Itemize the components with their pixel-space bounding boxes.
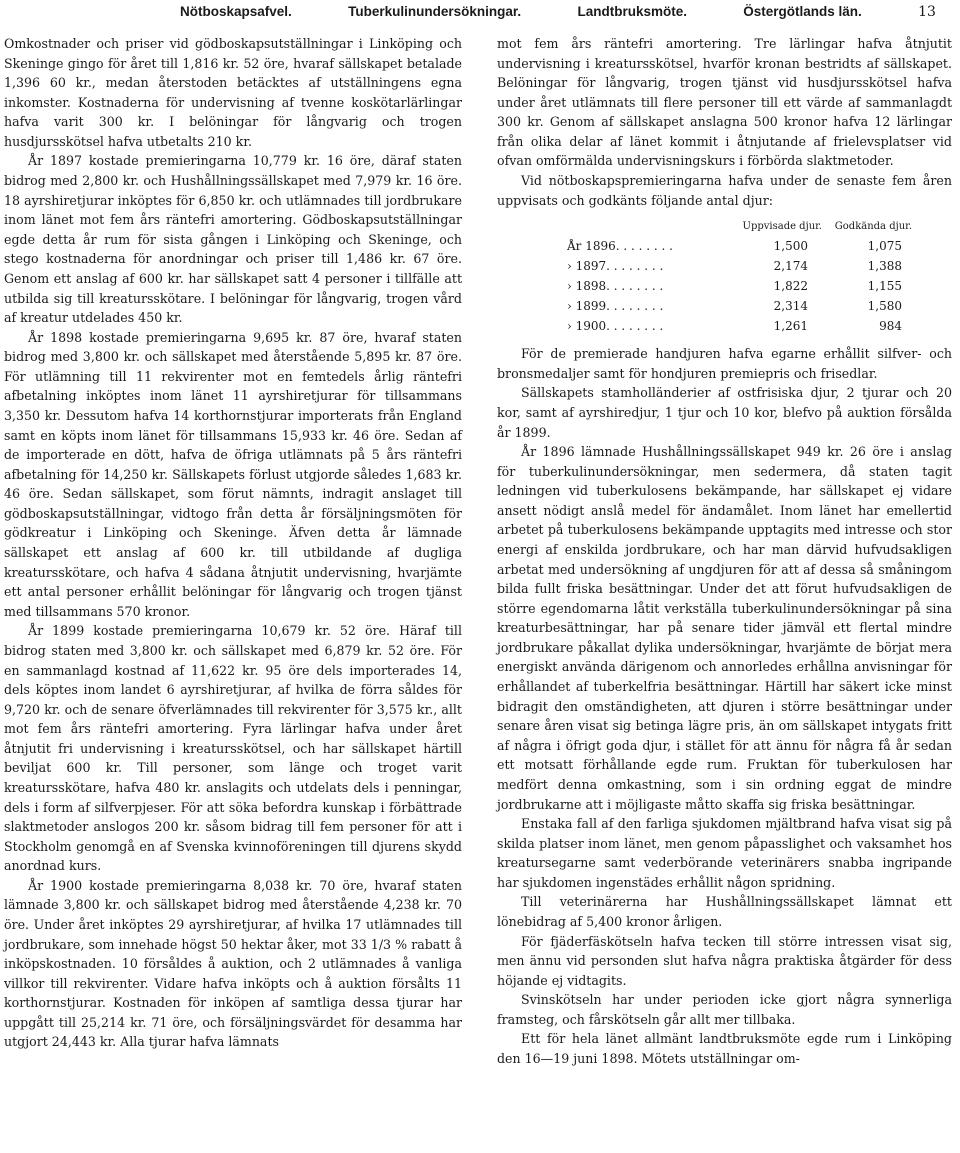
paragraph: Svinskötseln har under perioden icke gjort några synnerliga framsteg, och fårskötseln går allt mer tillbaka. — [497, 992, 952, 1027]
row-year: År 1896. . . . . . . . — [567, 239, 673, 254]
row-year: › 1897. . . . . . . . — [567, 259, 664, 274]
paragraph: För fjäderfäskötseln hafva tecken till större intressen visat sig, men ännu vid personden slut hafva några praktiska åtgärder för dess höjande ej vidtagits. — [497, 933, 952, 988]
paragraph: Sällskapets stamholländerier af ostfrisiska djur, 2 tjurar och 20 kor, samt af ayrshiredjur, 1 tjur och 10 kor, blefvo på auktion försålda år 1899. — [497, 385, 952, 440]
header-title-3: Landtbruksmöte. — [577, 4, 687, 19]
paragraph: mot fem års räntefri amortering. Tre lärlingar hafva åtnjutit undervisning i kreatursskötsel, hvarför kronan bestridts af sällskapet. Belöningar för långvarig, trogen tjänst vid husdjursskötsel hafva under året utlämnats till flere personer till ett värde af sammanlagdt 300 kr. Genom af sällskapet anslagna 500 kronor hafva 12 lärlingar från olika delar af länet kommit i åtnjutande af frielevsplatser vid ofvan omförmälda undervisningskurs i förbörda slaktmetoder. — [497, 36, 952, 169]
row-year: › 1899. . . . . . . . — [567, 299, 664, 314]
table-row — [497, 276, 952, 296]
header-title-2: Tuberkulinundersökningar. — [348, 4, 522, 19]
table-header — [497, 216, 952, 236]
row-shown: 2,174 — [773, 259, 808, 274]
column-header-approved: Godkända djur. — [834, 220, 912, 232]
row-approved: 1,580 — [867, 299, 902, 314]
paragraph: År 1898 kostade premieringarna 9,695 kr. 87 öre, hvaraf staten bidrog med 3,800 kr. och sällskapet med återstående 5,895 kr. 87 öre. För utlämning till 11 rekvirenter mot en femtedels årlig räntefri afbetalning inköptes inom länet 11 ayrshiretjurar för tillsammans 3,350 kr. Dessutom hafva 14 korthornstjurar importerats från England samt en köpts inom länet för tillsammans 15,933 kr. 46 öre. Sedan af de importerade en dött, hafva de öfriga utlämnats på 5 års räntefri afbetalning för 14,250 kr. Sällskapets förlust utgjorde således 1,683 kr. 46 öre. Sedan sällskapet, som förut nämnts, indragit anslaget till gödboskapsutställningar, vidtogo från detta år försäljningsmöten för gödkreatur i Linköping och Skeninge. Äfven detta år lämnade sällskapet ett anslag af 600 kr. till utbildande af dugliga kreatursskötare, och hafva 4 sådana åtnjutit undervisning, hvarjämte ett antal personer erhållit belöningar för långvarig och trogen tjänst med tillsammans 570 kronor. — [4, 329, 462, 619]
paragraph: År 1897 kostade premieringarna 10,779 kr. 16 öre, däraf staten bidrog med 2,800 kr. och Hushållningssällskapet med 7,979 kr. 16 öre. 18 ayrshiretjurar inköptes för 6,850 kr. och utlämnades till jordbrukare inom länet mot fem års räntefri amortering. Gödboskapsutställningar egde detta år rum för sista gången i Linköping och Skeninge, och stego kostnaderna för anordningar och priser till 1,486 kr. 67 öre. Genom ett anslag af 600 kr. har sällskapet satt 4 personer i tillfälle att utbilda sig till kreatursskötare. I belöningar för långvarig, trogen vård af kreatur utdelades 450 kr. — [4, 153, 462, 326]
paragraph: År 1900 kostade premieringarna 8,038 kr. 70 öre, hvaraf staten lämnade 3,800 kr. och sällskapet bidrog med återstående 4,238 kr. 70 öre. Under året inköptes 29 ayrshiretjurar, af hvilka 17 utlämnades till jordbrukare, som innehade högst 50 hektar åker, mot 33 1/3 % rabatt å inköpskostnaden. 10 försåldes å auktion, och 2 utlämnades å vanliga villkor till rekvirenter. Vidare hafva inköpts och å auktion försålts 11 korthornstjurar. Kostnaden för inköpen af samtliga dessa tjurar har uppgått till 25,214 kr. 71 öre, och försäljningsvärdet för desamma har utgjort 24,443 kr. Alla tjurar hafva lämnats — [4, 877, 462, 1050]
row-year: › 1900. . . . . . . . — [567, 319, 664, 334]
paragraph: Enstaka fall af den farliga sjukdomen mjältbrand hafva visat sig på skilda platser inom länet, men genom påpasslighet och vaksamhet hos kreatursegarne samt vederbörande veterinärers snabba ingripande har sjukdomen ingenstädes erhållit någon spridning. — [497, 816, 952, 890]
row-shown: 1,500 — [773, 239, 808, 254]
paragraph: Ett för hela länet allmänt landtbruksmöte egde rum i Linköping den 16—19 juni 1898. Mötets utställningar om- — [497, 1031, 952, 1067]
paragraph: Till veterinärerna har Hushållningssällskapet lämnat ett lönebidrag af 5,400 kronor årligen. — [497, 894, 952, 929]
right-column — [497, 34, 952, 1069]
left-column — [4, 34, 462, 1069]
table-row — [497, 236, 952, 256]
header-region: Östergötlands län. — [743, 4, 862, 19]
column-header-shown: Uppvisade djur. — [742, 220, 822, 232]
paragraph: År 1899 kostade premieringarna 10,679 kr. 52 öre. Häraf till bidrog staten med 3,800 kr. och sällskapet med 6,879 kr. 52 öre. För en sammanlagd kostnad af 11,622 kr. 95 öre dels importerades 14, dels köptes inom landet 6 ayrshiretjurar, af hvilka de förra såldes för 9,720 kr. och de senare öfverlämnades till rekvirenter för 3,575 kr., allt mot fem års räntefri amortering. Fyra lärlingar hafva under året åtnjutit fri undervisning i kreatursskötsel, och har sällskapet härtill beviljat 600 kr. Till personer, som länge och troget varit kreatursskötare, hafva 480 kr. anslagits och utdelats dels i penningar, dels i form af silfverpjeser. För att söka befordra kunskap i förbättrade slaktmetoder anslogos 200 kr. såsom bidrag till fem personer för att i Stockholm genomgå en af Svenska kvinnoföreningen till djurens skydd anordnad kurs. — [4, 623, 462, 874]
paragraph: Omkostnader och priser vid gödboskapsutställningar i Linköping och Skeninge gingo för året till 1,816 kr. 52 öre, hvaraf sällskapet betalade 1,396 60 kr., medan återstoden betäcktes af utställningens egna inkomster. Kostnaderna för undervisning af tvenne koskötarlärlingar hafva varit 300 kr. I belöningar för långvarig och trogen husdjursskötsel hafva utbetalts 210 kr. — [4, 36, 462, 149]
row-approved: 1,388 — [867, 259, 902, 274]
animals-table — [497, 216, 952, 336]
paragraph: År 1896 lämnade Hushållningssällskapet 949 kr. 26 öre i anslag för tuberkulinundersökningar, men sedermera, då staten tagit ledningen vid tuberkulosens bekämpande, har sällskapet ej vidare ansett nödigt anslå medel för ändamålet. Inom länet har emellertid arbetet på tuberkulosens bekämpande upptagits med intresse och stor energi af enskilda jordbrukare, och har man därvid hufvudsakligen arbetat med undersökning af ungdjuren för att af dessa så småningom bilda fullt friska besättningar. Under det att förut hufvudsakligen de större egendomarna låtit verkställa tuberkulinundersökningar på sina kreaturbesättningar, har på senare tider jämväl ett flertal mindre jordbrukare påkallat dylika undersökningar, hvarjämte de börjat mera energiskt använda därigenom och annorledes erhållna anvisningar för erhållandet af tuberkelfria besättningar. Härtill har säkert icke minst bidragit den omständigheten, att djuren i större besättningar under senare åren visat sig betinga lägre pris, än om sällskapet intygats fritt af några i öfrigt goda djur, i stället för att ännu för några få år sedan ett motsatt förhållande egde rum. Fruktan för tuberkulosen har medfört denna omkastning, som i sin ordning eggat de mindre jordbrukarne att i möjligaste måtto skaffa sig friska besättningar. — [497, 444, 952, 812]
row-shown: 1,822 — [773, 279, 808, 294]
table-row — [497, 256, 952, 276]
row-shown: 1,261 — [773, 319, 808, 334]
running-header — [4, 0, 952, 34]
table-row — [497, 296, 952, 316]
row-approved: 984 — [879, 319, 902, 334]
paragraph: För de premierade handjuren hafva egarne erhållit silfver- och bronsmedaljer samt för hondjuren premiepris och frisedlar. — [497, 346, 952, 381]
row-approved: 1,155 — [867, 279, 902, 294]
row-year: › 1898. . . . . . . . — [567, 279, 664, 294]
table-row — [497, 316, 952, 336]
paragraph: Vid nötboskapspremieringarna hafva under de senaste fem åren uppvisats och godkänts följande antal djur: — [497, 173, 952, 208]
header-title-1: Nötboskapsafvel. — [180, 4, 292, 19]
row-shown: 2,314 — [773, 299, 808, 314]
text-columns — [4, 34, 952, 1069]
page-number: 13 — [918, 4, 936, 20]
row-approved: 1,075 — [867, 239, 902, 254]
